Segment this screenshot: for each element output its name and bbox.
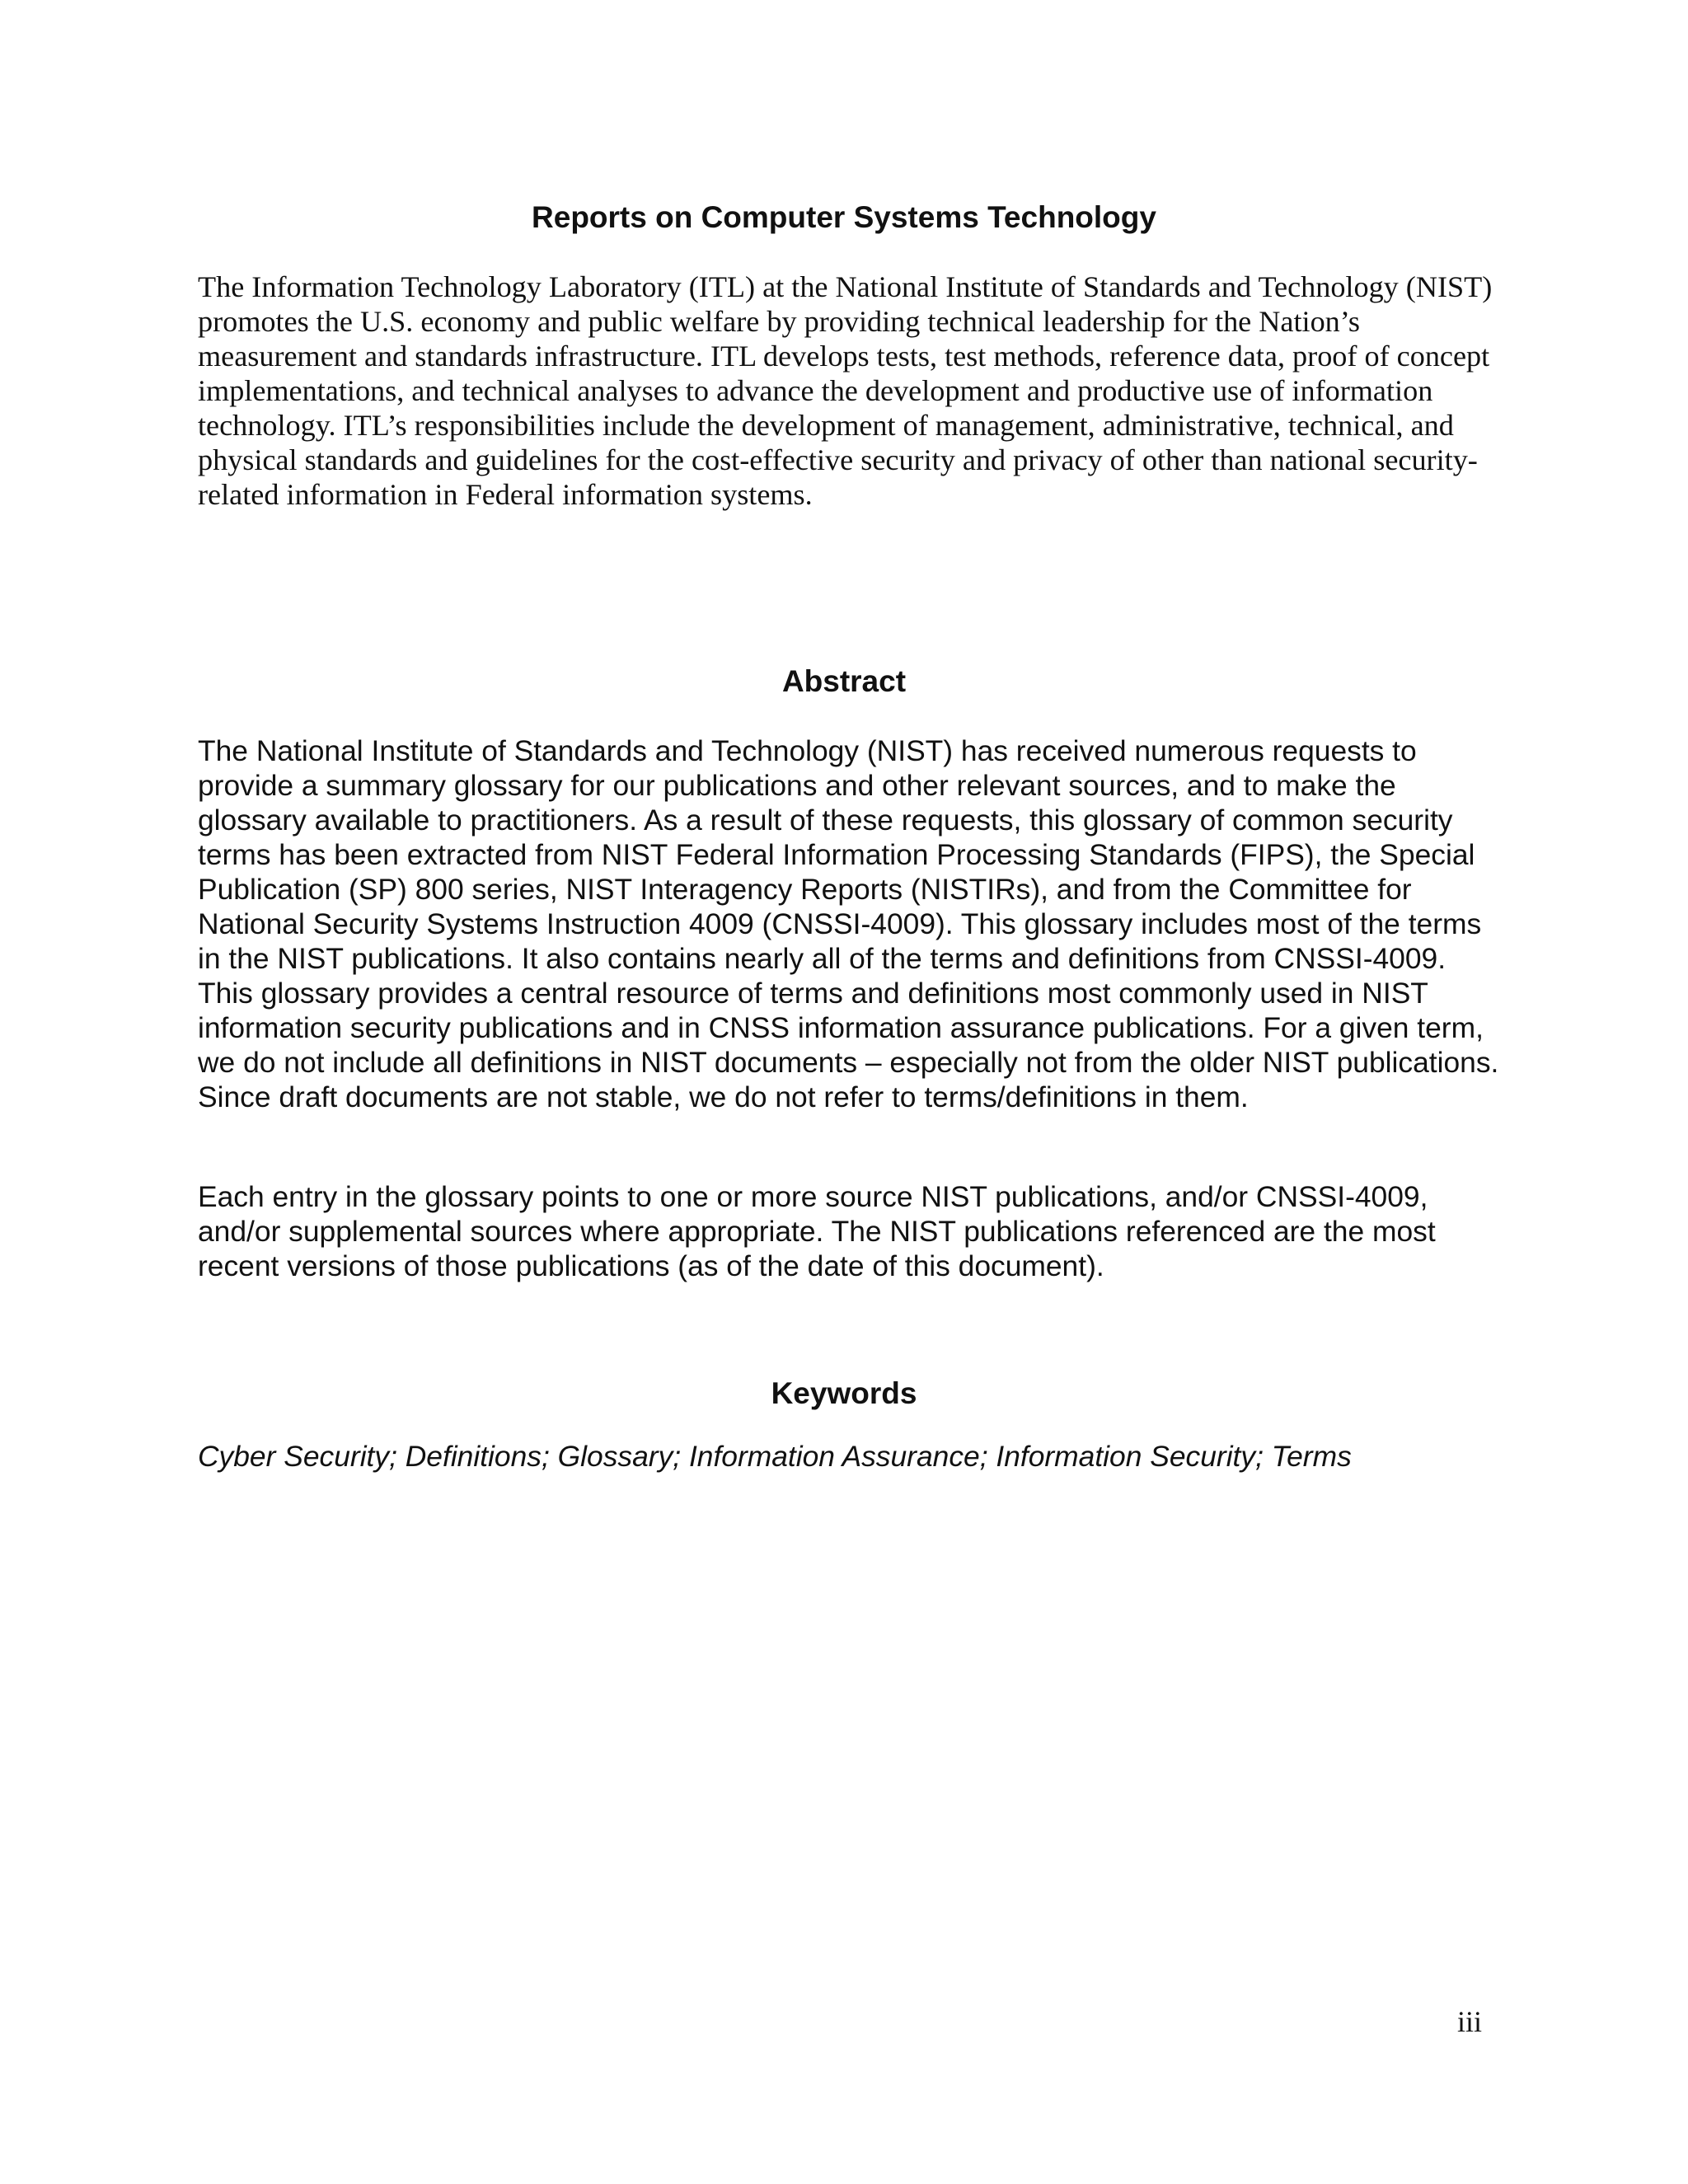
reports-paragraph: The Information Technology Laboratory (ITL) at the National Institute of Standards and Technology (NIST) promotes the U.S. economy and public welfare by providing technical leadership for the Nation’s measurement and standards infrastructure. ITL develops tests, test methods, reference data, proof of concept implementations, and technical analyses to advance the development and productive use of information technology. ITL’s responsibilities include the development of management, administrative, technical, and physical standards and guidelines for the cost-effective security and privacy of other than national security-related information in Federal information systems. <box>198 270 1493 511</box>
abstract-paragraph-1: The National Institute of Standards and Technology (NIST) has received numerous requests to provide a summary glossary for our publications and other relevant sources, and to make the glossary available to practitioners. As a result of these requests, this glossary of common security terms has been extracted from NIST Federal Information Processing Standards (FIPS), the Special Publication (SP) 800 series, NIST Interagency Reports (NISTIRs), and from the Committee for National Security Systems Instruction 4009 (CNSSI-4009). This glossary includes most of the terms in the NIST publications. It also contains nearly all of the terms and definitions from CNSSI-4009. This glossary provides a central resource of terms and definitions most commonly used in NIST information security publications and in CNSS information assurance publications. For a given term, we do not include all definitions in NIST documents – especially not from the older NIST publications. Since draft documents are not stable, we do not refer to terms/definitions in them. <box>198 734 1499 1113</box>
abstract-paragraph-2: Each entry in the glossary points to one or more source NIST publications, and/or CNSSI-4009, and/or supplemental sources where appropriate. The NIST publications referenced are the most recent versions of those publications (as of the date of this document). <box>198 1180 1436 1282</box>
abstract-heading: Abstract <box>781 664 907 698</box>
page-number: iii <box>1456 2005 1482 2038</box>
keywords-list: Cyber Security; Definitions; Glossary; Information Assurance; Information Security; Terms <box>198 1440 1352 1473</box>
reports-heading: Reports on Computer Systems Technology <box>532 200 1156 234</box>
keywords-heading: Keywords <box>771 1376 917 1410</box>
